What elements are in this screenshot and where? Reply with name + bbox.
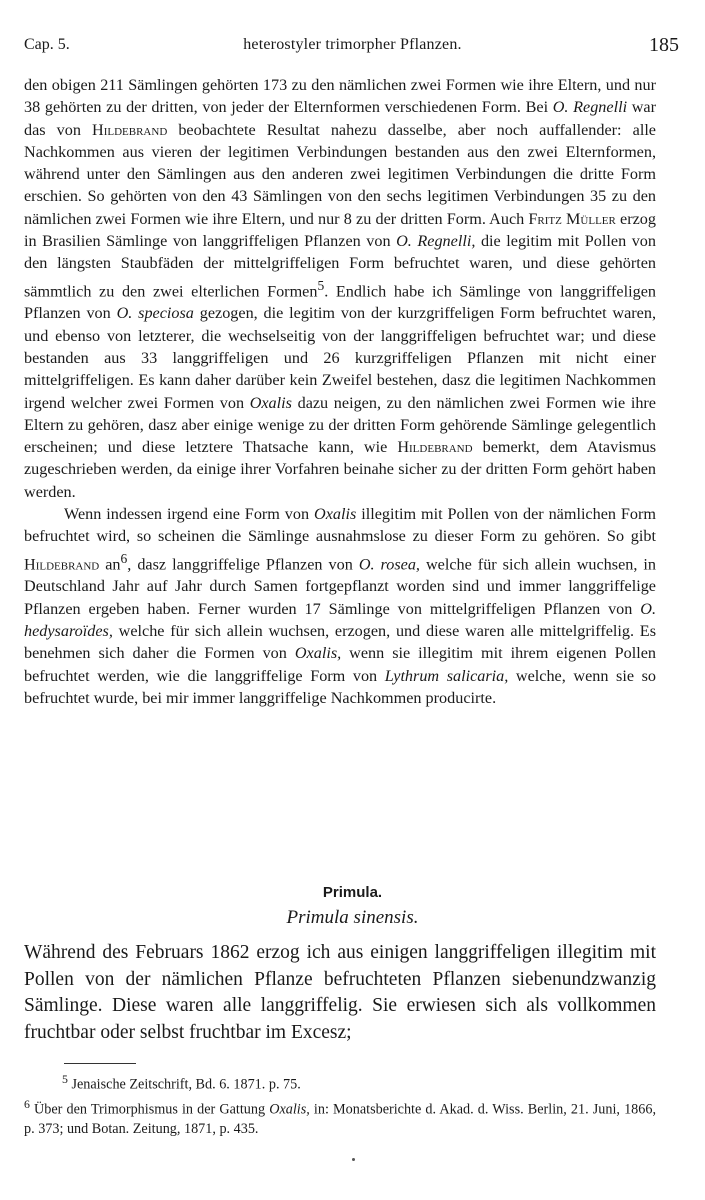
italic-text: O. hedysaroïdes, bbox=[24, 599, 656, 640]
text-run: Über den Trimorphismus in der Gattung bbox=[29, 1101, 270, 1118]
running-title: heterostyler trimorpher Pflanzen. bbox=[243, 36, 462, 53]
text-run: illegitim mit Pollen von der nämlichen Form befruchtet wird, so scheinen die Sämlinge ausnahmslose zu dieser Form zu gehören. So gibt bbox=[24, 505, 656, 546]
text-run: Jenaische Zeitschrift, Bd. 6. 1871. p. 75. bbox=[67, 1076, 301, 1093]
chapter-label: Cap. 5. bbox=[24, 36, 70, 53]
footnote bbox=[24, 1095, 656, 1140]
footnote-ref: 5 bbox=[317, 277, 325, 293]
footnote bbox=[24, 1070, 656, 1095]
text-run: erzog in Brasilien Sämlinge von langgriffeligen Pflanzen von bbox=[24, 209, 656, 251]
text-run: wenn sie illegitim mit ihrem eigenen Pollen befruchtet werden, wie die langgriffelige Form von bbox=[24, 644, 656, 685]
text-run: welche, wenn sie so befruchtet wurde, bei mir immer langgriffelige Nachkommen producirte. bbox=[24, 666, 656, 707]
footnote-ref: 6 bbox=[120, 550, 128, 566]
text-run: in: Monatsberichte d. Akad. d. Wiss. Berlin, 21. Juni, 1866, p. 373; und Botan. Zeitung, 1871, p. 435. bbox=[24, 1101, 656, 1138]
italic-text: Oxalis bbox=[314, 505, 357, 524]
italic-text: Lythrum salicaria, bbox=[384, 666, 509, 685]
body-text bbox=[24, 74, 656, 709]
section-subheading: Primula sinensis. bbox=[286, 907, 419, 928]
footnote-ref: 6 bbox=[24, 1097, 30, 1112]
author-name: Hildebrand bbox=[92, 120, 168, 139]
text-run: die legitim mit Pollen von den längsten Staubfäden der mittelgriffeligen Form befruchtet waren, und diese gehörten sämmtlich zu den zwei elterlichen Formen bbox=[24, 232, 656, 301]
text-run: welche für sich allein wuchsen, erzogen, und diese waren alle mittelgriffelig. Es benehmen sich daher die Formen von bbox=[24, 621, 656, 663]
italic-text: O. Regnelli, bbox=[396, 232, 476, 251]
footnotes bbox=[24, 1070, 656, 1140]
author-name: Fritz Müller bbox=[528, 209, 616, 228]
text-run: an bbox=[99, 555, 121, 574]
text-run: dazu neigen, zu den nämlichen zwei Formen wie ihre Eltern zu gehören, dasz aber einige wenige zu der dritten Form gehörende Sämlinge gelegentlich erscheinen; und diese letztere Thatsache kann, wie bbox=[24, 393, 656, 457]
running-head bbox=[24, 34, 681, 58]
italic-text: O. rosea, bbox=[358, 555, 420, 574]
italic-text: O. Regnelli bbox=[552, 98, 628, 117]
italic-text: Oxalis, bbox=[269, 1101, 310, 1118]
print-speck bbox=[352, 1158, 355, 1161]
author-name: Hildebrand bbox=[397, 438, 473, 457]
footnote-ref: 5 bbox=[62, 1072, 68, 1086]
large-paragraph-block bbox=[24, 940, 656, 1046]
text-run: den obigen 211 Sämlingen gehörten 173 zu den nämlichen zwei Formen wie ihre Eltern, und nur 38 gehörten zu der dritten, von jeder der Elternformen verschiedenen Form. Bei bbox=[24, 76, 656, 117]
author-name: Hildebrand bbox=[24, 555, 100, 574]
paragraph bbox=[24, 503, 656, 709]
italic-text: Oxalis bbox=[249, 393, 292, 412]
text-run: gezogen, die legitim von der kurzgriffeligen Form befruchtet waren, und ebenso von letzterer, die wechselseitig von der langgriffeligen befruchtet war; und diese bestanden aus 33 langgriffeligen und 26 kurzgriffeligen Pflanzen mit nicht einer mittelgriffeligen. Es kann daher darüber kein Zweifel bestehen, dasz die legitimen Nachkommen irgend welcher zwei Formen von bbox=[24, 304, 656, 412]
text-run: . Endlich habe ich Sämlinge von langgriffeligen Pflanzen von bbox=[24, 282, 656, 323]
footnote-rule bbox=[64, 1063, 136, 1064]
text-run: , dasz langgriffelige Pflanzen von bbox=[127, 555, 359, 574]
text-run: Wenn indessen irgend eine Form von bbox=[64, 505, 315, 524]
italic-text: Oxalis, bbox=[294, 644, 342, 663]
paragraph: Während des Februars 1862 erzog ich aus einigen langgriffeligen illegitim mit Pollen von der nämlichen Pflanze befruchteten Pflanzen siebenundzwanzig Sämlinge. Diese waren alle langgriffelig. Sie erwiesen sich als vollkommen fruchtbar oder selbst fruchtbar im Excesz; bbox=[24, 942, 656, 1043]
italic-text: O. speciosa bbox=[116, 304, 194, 323]
section-heading: Primula. bbox=[322, 884, 383, 901]
text-run: war das von bbox=[24, 98, 656, 139]
text-run: bemerkt, dem Atavismus zugeschrieben werden, da einige ihrer Vorfahren beinahe sicher zu der dritten Form gehört haben werden. bbox=[24, 438, 656, 501]
page-number: 185 bbox=[649, 34, 679, 56]
paragraph bbox=[24, 74, 656, 503]
text-run: beobachtete Resultat nahezu dasselbe, aber noch auffallender: alle Nachkommen aus vieren der legitimen Verbindungen bestanden aus den zwei Elternformen, während unter den Sämlingen aus den anderen zwei legitimen Verbindungen die dritte Form erschien. So gehörten von den 43 Sämlingen von den sechs legitimen Verbindungen 35 zu den nämlichen zwei Formen wie ihre Eltern, und nur 8 zu der dritten Form. Auch bbox=[24, 120, 656, 228]
text-run: welche für sich allein wuchsen, in Deutschland Jahr auf Jahr durch Samen fortgepflanzt worden sind und immer langgriffelige Pflanzen ergeben haben. Ferner wurden 17 Sämlinge von mittelgriffeligen Pflanzen von bbox=[24, 555, 656, 618]
